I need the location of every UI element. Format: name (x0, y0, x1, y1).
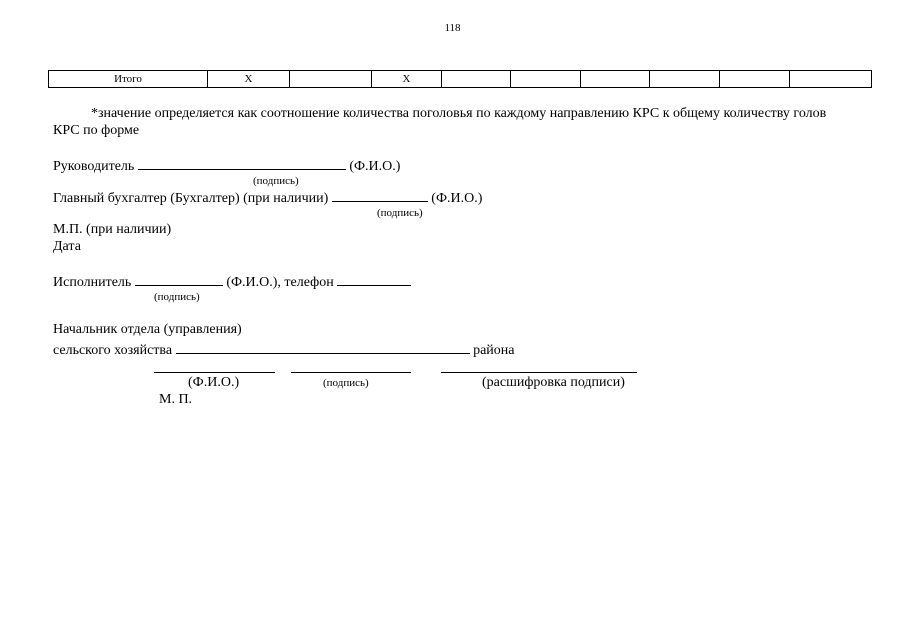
table-row (49, 71, 872, 88)
decode-blank (441, 372, 637, 373)
date-label: Дата (53, 239, 81, 254)
fio-blank (154, 372, 275, 373)
footnote (53, 105, 853, 139)
bottom-signature-label: (подпись) (323, 377, 369, 389)
district-blank (176, 341, 470, 354)
accountant-label: Главный бухгалтер (Бухгалтер) (при наличии) (53, 191, 329, 206)
head-signature-hint: (подпись) (253, 175, 299, 187)
executor-label: Исполнитель (53, 275, 132, 290)
head-signature-blank (138, 157, 346, 170)
table-cell-total-label: Итого (49, 71, 208, 88)
table-cell (511, 71, 581, 88)
table-cell (581, 71, 650, 88)
accountant-signature-blank (332, 189, 428, 202)
bottom-fio-label: (Ф.И.О.) (188, 375, 240, 390)
accountant-fio-label: (Ф.И.О.) (431, 191, 483, 206)
dept-head-label: Начальник отдела (управления) (53, 322, 242, 337)
table-cell: Х (372, 71, 442, 88)
head-label: Руководитель (53, 159, 135, 174)
table-cell (720, 71, 790, 88)
accountant-signature-line (53, 189, 482, 207)
stamp-label: М.П. (при наличии) (53, 222, 172, 237)
table-cell: Х (208, 71, 290, 88)
signature-blank (291, 372, 411, 373)
head-signature-line (53, 157, 400, 175)
page-number: 118 (444, 22, 461, 34)
table-cell (290, 71, 372, 88)
district-label: района (473, 343, 515, 358)
dept-head-line (53, 341, 515, 359)
table-cell (650, 71, 720, 88)
total-table (48, 70, 872, 88)
accountant-signature-hint: (подпись) (377, 207, 423, 219)
executor-signature-hint: (подпись) (154, 291, 200, 303)
executor-fio-phone-label: (Ф.И.О.), телефон (226, 275, 334, 290)
table-cell (790, 71, 872, 88)
executor-signature-blank (135, 273, 223, 286)
footnote-text: *значение определяется как соотношение количества поголовья по каждому направлению КРС к общему количеству голов КРС по форме (53, 106, 827, 138)
executor-phone-blank (337, 273, 411, 286)
executor-line (53, 273, 411, 291)
bottom-stamp-label: М. П. (159, 392, 193, 407)
dept-head-label-2: сельского хозяйства (53, 343, 173, 358)
bottom-decode-label: (расшифровка подписи) (482, 375, 625, 390)
table-cell (442, 71, 511, 88)
head-fio-label: (Ф.И.О.) (349, 159, 401, 174)
